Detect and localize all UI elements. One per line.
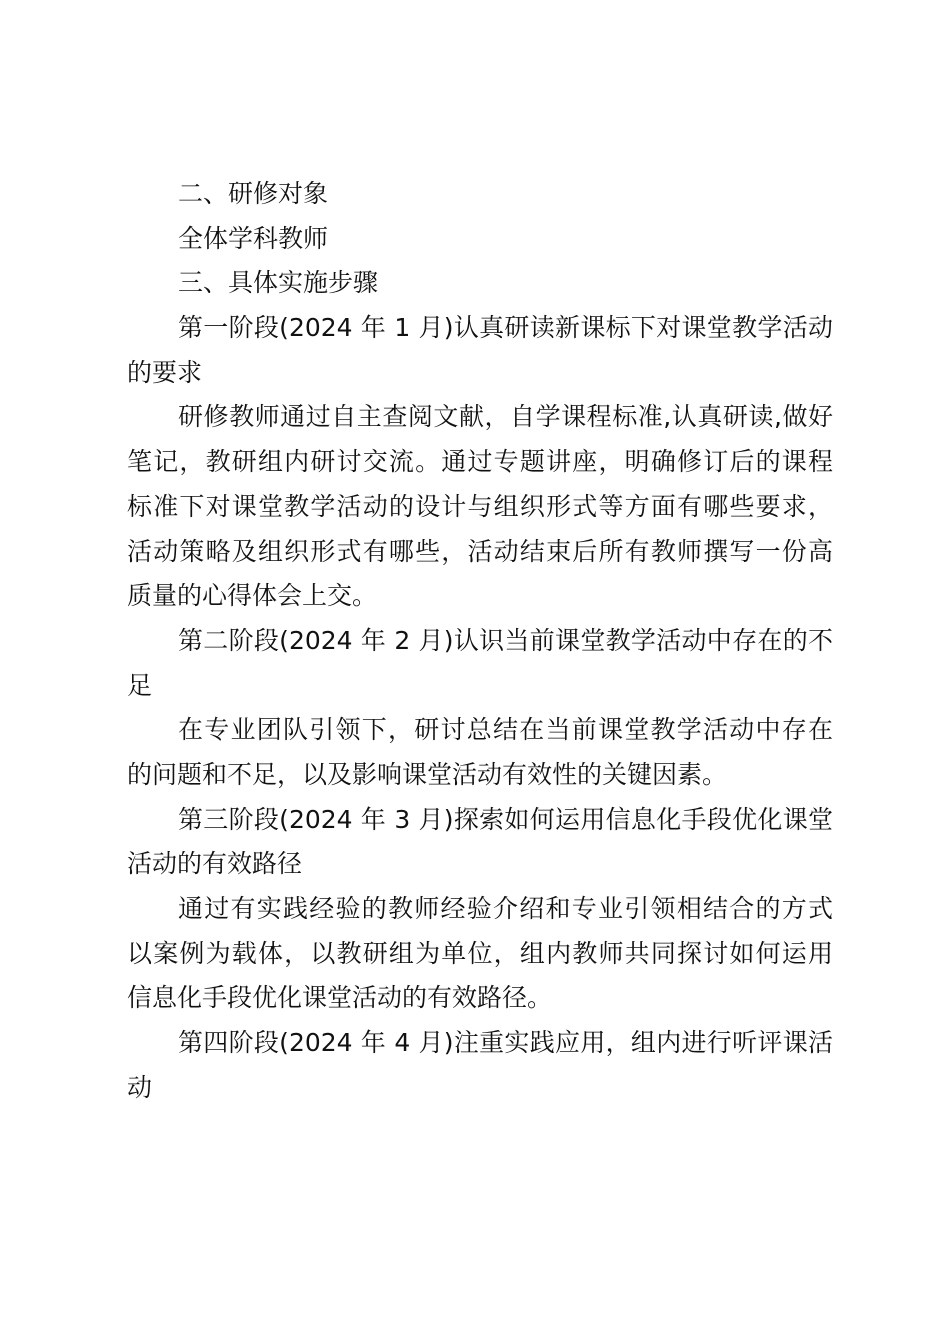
participants-text: 全体学科教师 (178, 223, 329, 253)
stage-3-paragraph-line: 通过有实践经验的教师经验介绍和专业引领相结合的方式 (178, 894, 833, 923)
stage-2-paragraph-line: 的问题和不足，以及影响课堂活动有效性的关键因素。 (127, 759, 728, 789)
stage-1-paragraph-line: 质量的心得体会上交。 (127, 581, 378, 611)
stage-2-paragraph-line: 在专业团队引领下，研讨总结在当前课堂教学活动中存在 (178, 715, 833, 745)
stage-1-paragraph-line: 笔记，教研组内研讨交流。通过专题讲座，明确修订后的课程 (127, 447, 833, 477)
stage-4-heading: 第四阶段(2024 年 4 月)注重实践应用，组内进行听评课活 (178, 1028, 833, 1058)
stage-1-heading: 第一阶段(2024 年 1 月)认真研读新课标下对课堂教学活动 (178, 313, 833, 343)
section-heading-participants: 二、研修对象 (178, 179, 329, 208)
stage-1-paragraph-line: 标准下对课堂教学活动的设计与组织形式等方面有哪些要求， (127, 491, 833, 521)
document-body (127, 172, 833, 1110)
stage-1-paragraph-line: 活动策略及组织形式有哪些，活动结束后所有教师撰写一份高 (127, 536, 833, 566)
stage-1-paragraph-line: 研修教师通过自主查阅文献，自学课程标准,认真研读,做好 (178, 402, 833, 432)
stage-3-heading-cont: 活动的有效路径 (127, 849, 303, 879)
section-heading-steps: 三、具体实施步骤 (178, 268, 379, 298)
stage-2-heading: 第二阶段(2024 年 2 月)认识当前课堂教学活动中存在的不 (178, 625, 833, 655)
stage-3-heading: 第三阶段(2024 年 3 月)探索如何运用信息化手段优化课堂 (178, 804, 833, 834)
stage-1-heading-cont: 的要求 (127, 357, 203, 387)
stage-3-paragraph-line: 信息化手段优化课堂活动的有效路径。 (127, 983, 553, 1013)
stage-4-heading-cont: 动 (127, 1072, 153, 1102)
stage-2-heading-cont: 足 (127, 670, 153, 700)
stage-3-paragraph-line: 以案例为载体，以教研组为单位，组内教师共同探讨如何运用 (127, 938, 833, 968)
